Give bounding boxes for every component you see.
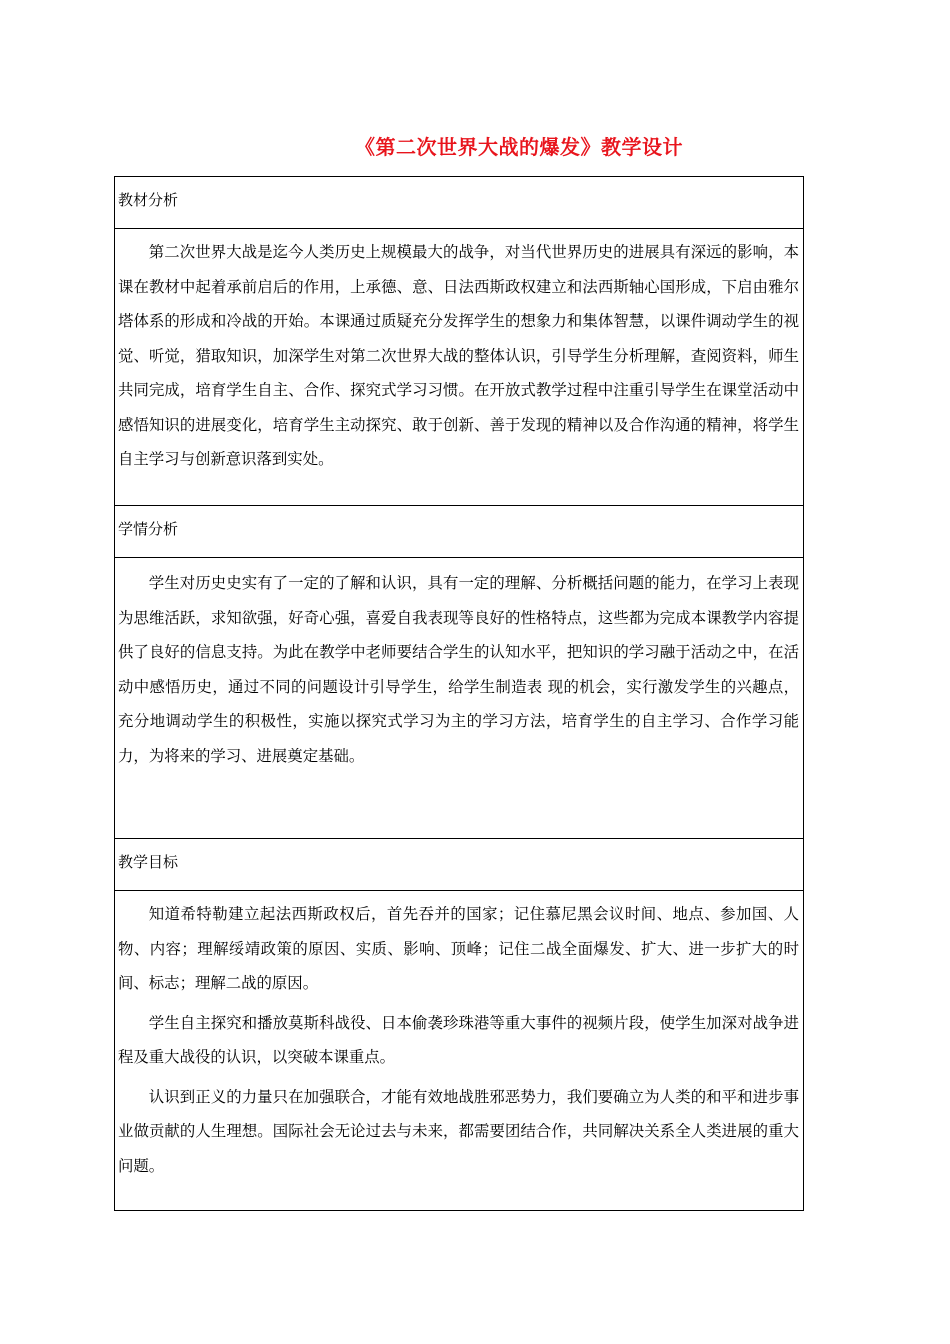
paragraph-knowledge-goal: 知道希特勒建立起法西斯政权后，首先吞并的国家；记住慕尼黑会议时间、地点、参加国、人物、内容；理解绥靖政策的原因、实质、影响、顶峰；记住二战全面爆发、扩大、进一步扩大的时间、标志；理解二战的原因。	[118, 905, 799, 992]
paragraph: 第二次世界大战是迄今人类历史上规模最大的战争，对当代世界历史的进展具有深远的影响，本课在教材中起着承前启后的作用，上承德、意、日法西斯政权建立和法西斯轴心国形成，下启由雅尔塔体系的形成和冷战的开始。本课通过质疑充分发挥学生的想象力和集体智慧，以课件调动学生的视觉、听觉，猎取知识，加深学生对第二次世界大战的整体认识，引导学生分析理解，查阅资料，师生共同完成，培育学生自主、合作、探究式学习习惯。在开放式教学过程中注重引导学生在课堂活动中感悟知识的进展变化，培育学生主动探究、敢于创新、善于发现的精神以及合作沟通的精神，将学生自主学习与创新意识落到实处。	[118, 243, 799, 468]
lesson-plan-table	[114, 176, 804, 1211]
heading-text: 教材分析	[118, 191, 179, 209]
heading-text: 教学目标	[118, 853, 179, 871]
section-body-student-analysis	[115, 558, 803, 839]
paragraph-values-goal: 认识到正义的力量只在加强联合，才能有效地战胜邪恶势力，我们要确立为人类的和平和进步事业做贡献的人生理想。国际社会无论过去与未来，都需要团结合作，共同解决关系全人类进展的重大问题。	[118, 1087, 799, 1175]
paragraph-process-goal: 学生自主探究和播放莫斯科战役、日本偷袭珍珠港等重大事件的视频片段，使学生加深对战争进程及重大战役的认识，以突破本课重点。	[118, 1013, 799, 1066]
heading-text: 学情分析	[118, 520, 179, 538]
document-title: 《第二次世界大战的爆发》教学设计	[355, 135, 683, 159]
section-heading-student-analysis	[115, 506, 803, 558]
section-heading-teaching-goals	[115, 839, 803, 891]
section-heading-material-analysis	[115, 177, 803, 229]
section-body-material-analysis	[115, 229, 803, 506]
section-body-teaching-goals	[115, 891, 803, 1210]
paragraph: 学生对历史史实有了一定的了解和认识，具有一定的理解、分析概括问题的能力，在学习上表现为思维活跃，求知欲强，好奇心强，喜爱自我表现等良好的性格特点，这些都为完成本课教学内容提供了良好的信息支持。为此在教学中老师要结合学生的认知水平，把知识的学习融于活动之中，在活动中感悟历史，通过不同的问题设计引导学生，给学生制造表 现的机会，实行激发学生的兴趣点，充分地调动学生的积极性，实施以探究式学习为主的学习方法，培育学生的自主学习、合作学习能力，为将来的学习、进展奠定基础。	[118, 574, 799, 765]
